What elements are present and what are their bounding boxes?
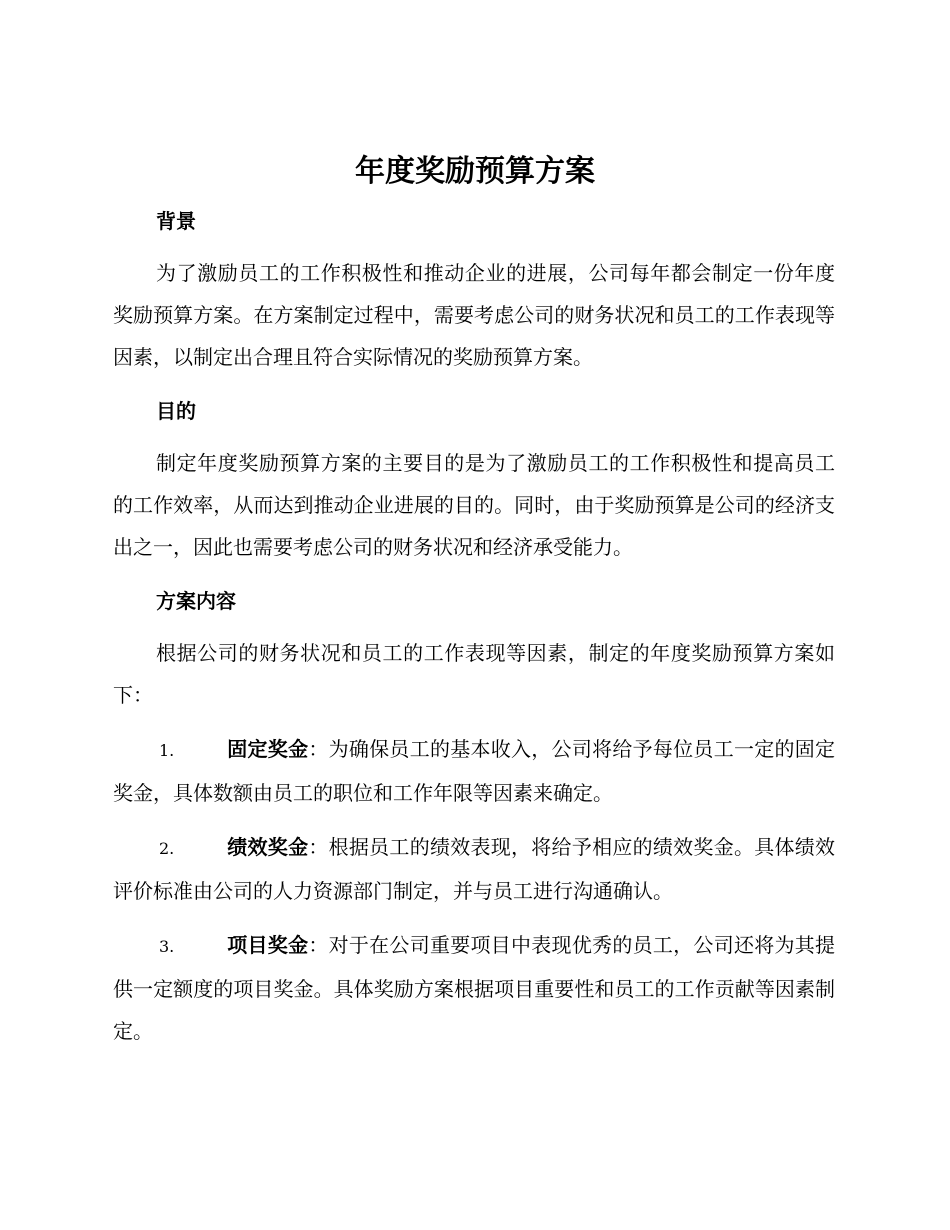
- list-item-label: 固定奖金: [227, 737, 309, 761]
- list-item-number: 3.: [159, 937, 175, 956]
- list-item: [113, 924, 835, 1052]
- list-item-label: 项目奖金: [227, 933, 309, 957]
- list-item-number: 2.: [159, 839, 175, 858]
- list-item-colon: ：: [308, 835, 329, 859]
- section-heading: 背景: [156, 209, 196, 233]
- section-paragraph: 制定年度奖励预算方案的主要目的是为了激励员工的工作积极性和提高员工的工作效率，从而达到推动企业进展的目的。同时，由于奖励预算是公司的经济支出之一，因此也需要考虑公司的财务状况和经济承受能力。: [113, 451, 835, 559]
- section-background: [113, 200, 835, 378]
- list-item-colon: ：: [308, 737, 329, 761]
- list-item-text: 为确保员工的基本收入，公司将给予每位员工一定的固定奖金，具体数额由员工的职位和工作年限等因素来确定。: [113, 737, 836, 805]
- section-paragraph: 为了激励员工的工作积极性和推动企业的进展，公司每年都会制定一份年度奖励预算方案。在方案制定过程中，需要考虑公司的财务状况和员工的工作表现等因素，以制定出合理且符合实际情况的奖励预算方案。: [113, 261, 835, 369]
- list-item-colon: ：: [308, 933, 329, 957]
- document-title: 年度奖励预算方案: [355, 154, 595, 189]
- bonus-list: [113, 728, 835, 1052]
- list-item-number: 1.: [159, 741, 175, 760]
- section-heading: 方案内容: [156, 589, 236, 613]
- list-item-text: 对于在公司重要项目中表现优秀的员工，公司还将为其提供一定额度的项目奖金。具体奖励方案根据项目重要性和员工的工作贡献等因素制定。: [113, 933, 836, 1043]
- document-body: [113, 200, 835, 1052]
- list-item: [113, 728, 835, 814]
- list-item-text: 根据员工的绩效表现，将给予相应的绩效奖金。具体绩效评价标准由公司的人力资源部门制定，并与员工进行沟通确认。: [113, 835, 836, 903]
- list-item: [113, 826, 835, 912]
- section-purpose: [113, 390, 835, 568]
- section-heading: 目的: [156, 399, 196, 423]
- section-paragraph: 根据公司的财务状况和员工的工作表现等因素，制定的年度奖励预算方案如下：: [113, 641, 835, 707]
- list-item-label: 绩效奖金: [227, 835, 309, 859]
- section-plan-content: [113, 580, 835, 716]
